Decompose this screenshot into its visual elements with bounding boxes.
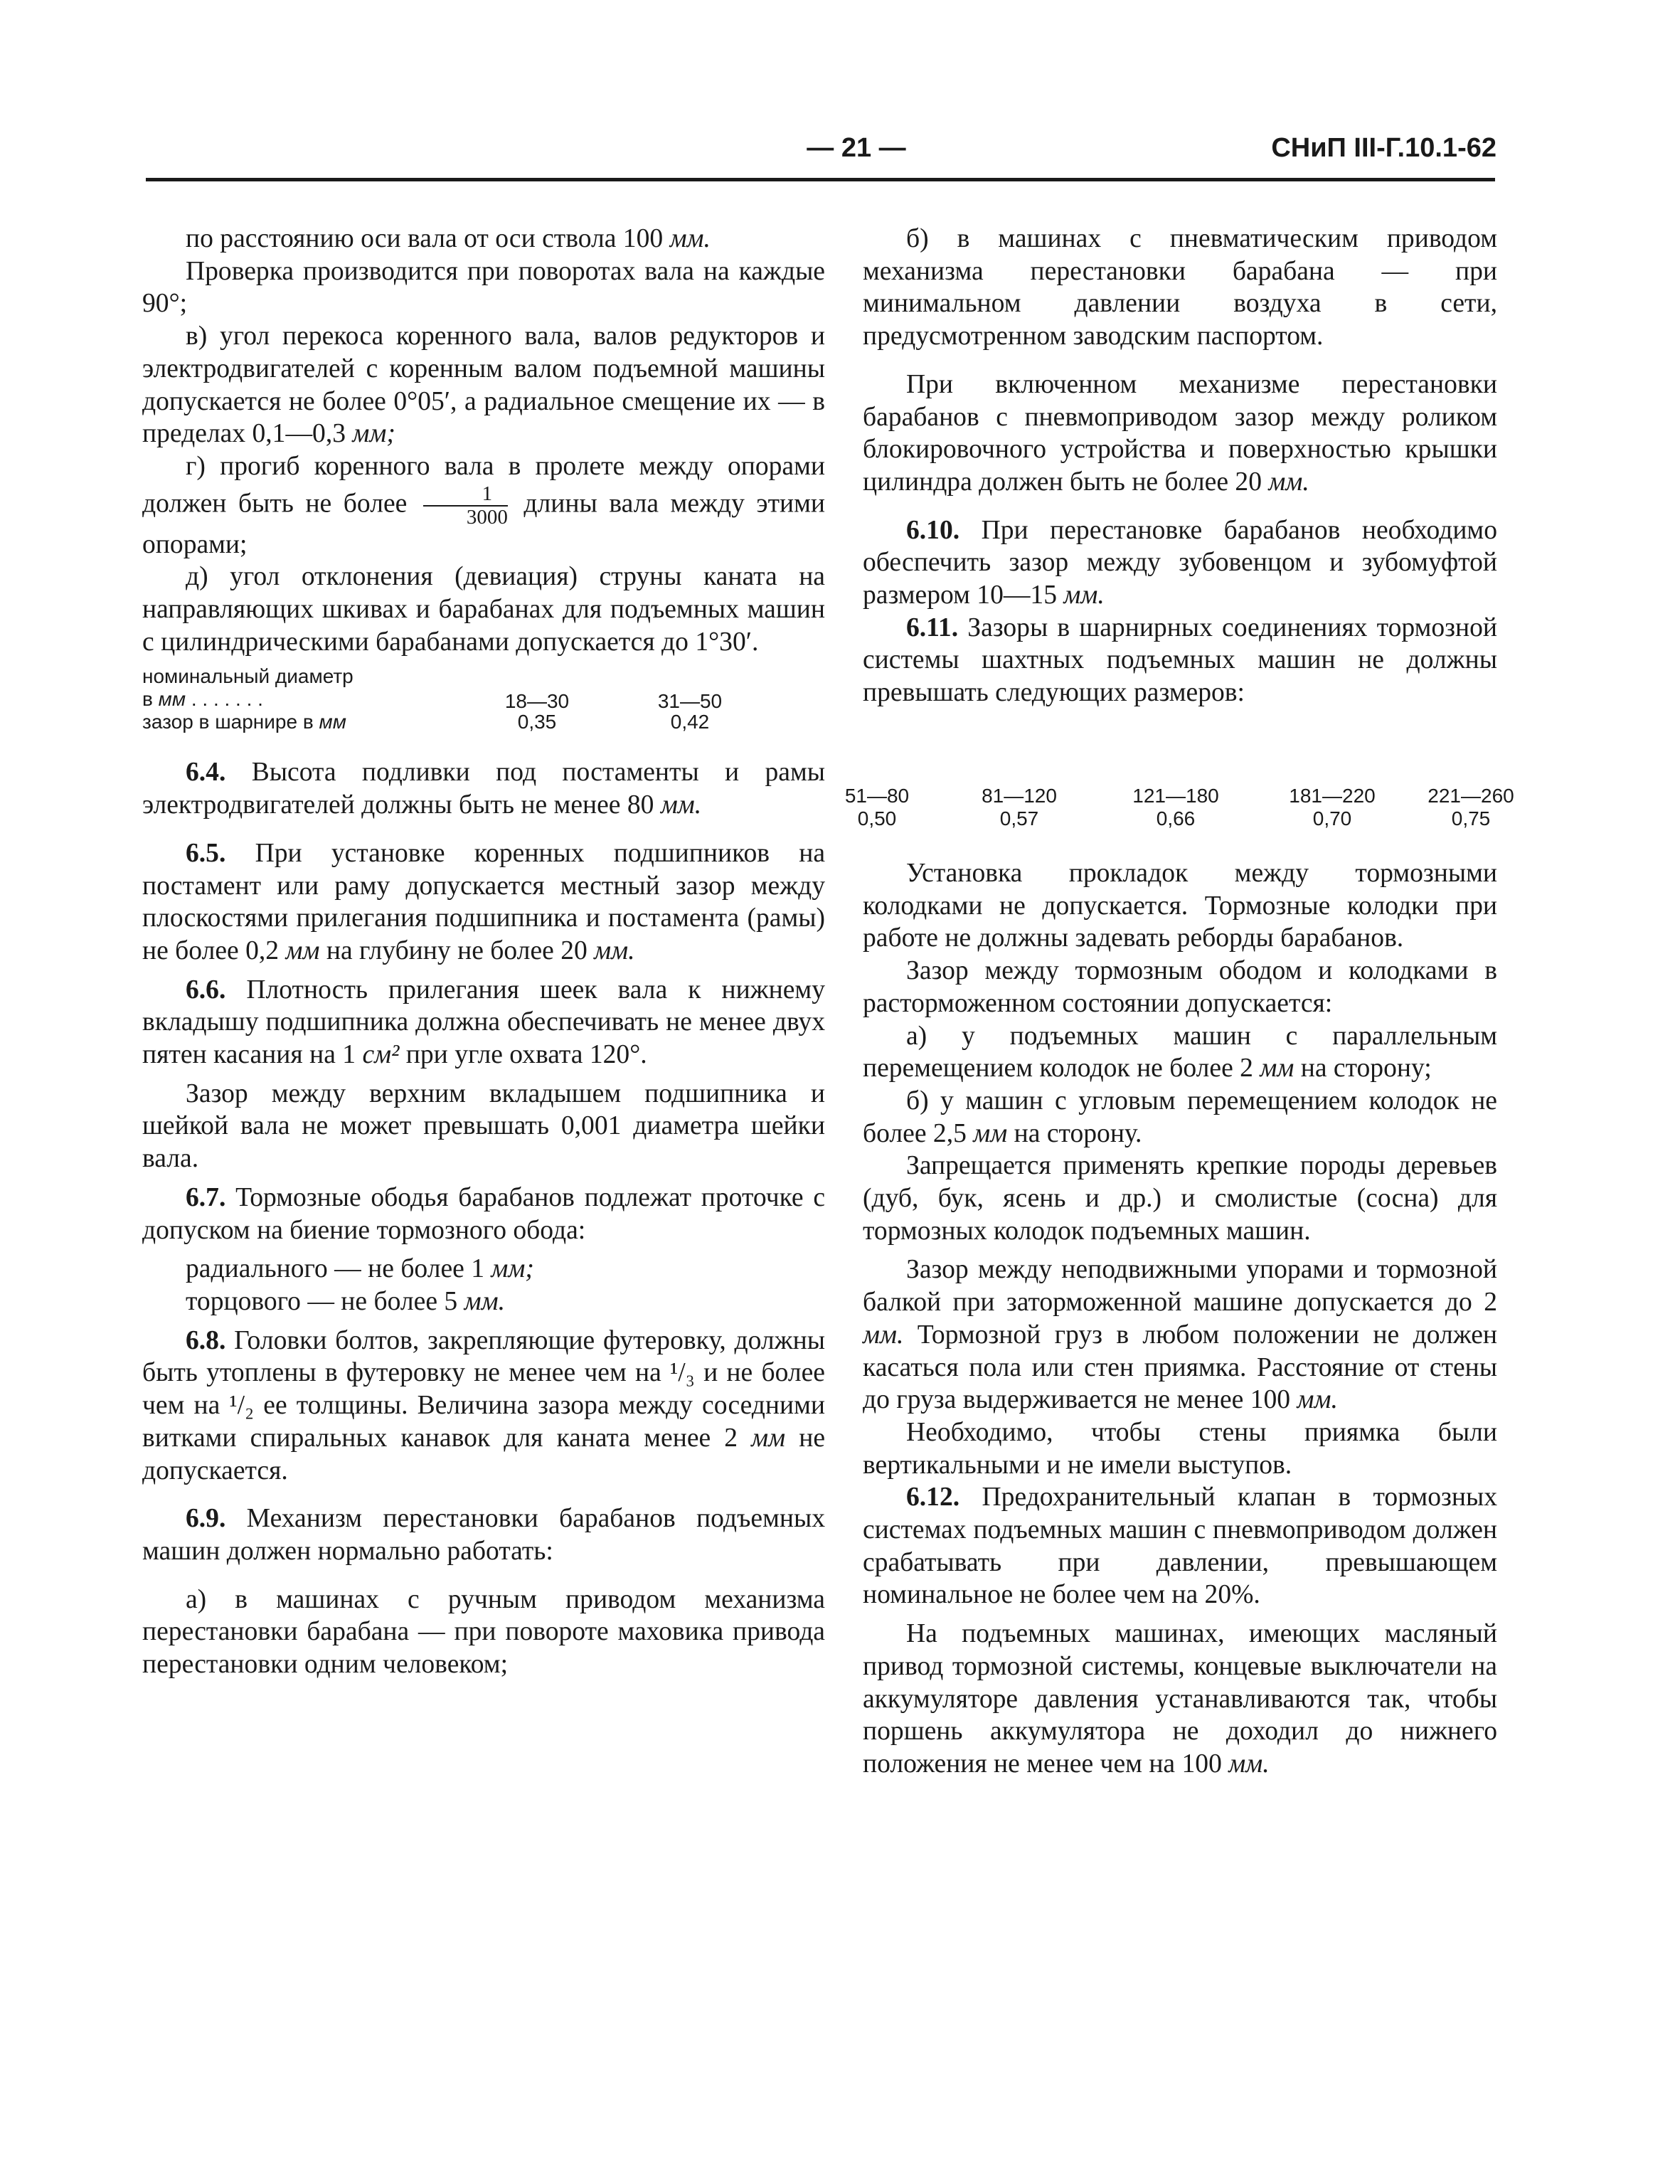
paragraph: б) в машинах с пневматическим приводом механизма перестановки барабана — при минимальном давлении воздуха в сети, предусмотренном заводским паспортом.	[863, 224, 1497, 351]
table-cell: 0,50	[857, 807, 897, 829]
table-cell: 81—120	[982, 785, 1057, 807]
document-code: СНиП III-Г.10.1-62	[1271, 133, 1496, 163]
paragraph: радиального — не более 1 мм;	[186, 1254, 534, 1284]
paragraph: г) прогиб коренного вала в пролете между опорами должен быть не более $\frac{1}{3000}$ длины вала между этими опорами;	[142, 451, 825, 559]
paragraph: б) у машин с угловым перемещением колодок не более 2,5 мм на сторону.	[863, 1086, 1497, 1148]
paragraph: Зазор между тормозным ободом и колодками в расторможенном состоянии допускается:	[863, 956, 1497, 1018]
table-cell: 18—30	[504, 690, 570, 713]
table-cell: 0,75	[1451, 807, 1491, 829]
paragraph: а) у подъемных машин с параллельным перемещением колодок не более 2 мм на сторону;	[863, 1021, 1497, 1083]
hinge-gap-table-left	[142, 665, 825, 733]
table-row-label: номинальный диаметр	[142, 665, 353, 688]
table-cell: 221—260	[1428, 785, 1514, 807]
left-column	[142, 223, 825, 1681]
paragraph: по расстоянию оси вала от оси ствола 100 мм.	[186, 224, 711, 253]
right-column	[863, 223, 1497, 709]
section-6-6: 6.6. Плотность прилегания шеек вала к нижнему вкладышу подшипника должна обеспечивать не менее двух пятен касания на 1 см² при угле охвата 120°.	[142, 975, 825, 1070]
section-6-12: 6.12. Предохранительный клапан в тормозных системах подъемных машин с пневмоприводом должен срабатывать при давлении, превышающем номинальное не более чем на 20%.	[863, 1483, 1497, 1610]
table-row-label: в мм . . . . . . .	[142, 688, 263, 711]
section-6-11: 6.11. Зазоры в шарнирных соединениях тормозной системы шахтных подъемных машин не должны превышать следующих размеров:	[863, 613, 1497, 708]
right-column-lower	[863, 857, 1497, 1781]
paragraph: Зазор между верхним вкладышем подшипника и шейкой вала не может превышать 0,001 диаметра шейки вала.	[142, 1078, 825, 1174]
table-cell: 0,57	[999, 807, 1039, 829]
paragraph: Проверка производится при поворотах вала на каждые 90°;	[142, 256, 825, 319]
paragraph: д) угол отклонения (девиация) струны каната на направляющих шкивах и барабанах для подъемных машин с цилиндрическими барабанами допускается до 1°30′.	[142, 562, 825, 657]
paragraph: Установка прокладок между тормозными колодками не допускается. Тормозные колодки при работе не должны задевать реборды барабанов.	[863, 859, 1497, 953]
header-rule	[146, 178, 1495, 181]
table-cell: 31—50	[657, 690, 723, 713]
section-6-10: 6.10. При перестановке барабанов необходимо обеспечить зазор между зубовенцом и зубомуфтой размером 10—15 мм.	[863, 515, 1497, 610]
table-row-label: зазор в шарнире в мм	[142, 711, 346, 733]
section-6-9: 6.9. Механизм перестановки барабанов подъемных машин должен нормально работать:	[142, 1504, 825, 1566]
page-number: — 21 —	[807, 133, 906, 163]
section-6-8: 6.8. Головки болтов, закрепляющие футеровку, должны быть утоплены в футеровку не менее чем на ¹/₃ и не более чем на ¹/₂ ее толщины. Величина зазора между соседними витками спиральных канавок для каната менее 2 мм не допускается.	[142, 1325, 825, 1485]
section-6-5: 6.5. При установке коренных подшипников на постамент или раму допускается местный зазор между плоскостями прилегания подшипника и постамента (рамы) не более 0,2 мм на глубину не более 20 мм.	[142, 838, 825, 965]
table-cell: 0,42	[670, 711, 710, 733]
table-cell: 0,66	[1156, 807, 1196, 829]
section-6-7: 6.7. Тормозные ободья барабанов подлежат проточке с допуском на биение тормозного обода:	[142, 1182, 825, 1245]
paragraph: торцового — не более 5 мм.	[186, 1286, 505, 1316]
table-cell: 0,35	[517, 711, 557, 733]
table-cell: 121—180	[1132, 785, 1219, 807]
paragraph: Запрещается применять крепкие породы деревьев (дуб, бук, ясень и др.) и смолистые (сосна) для тормозных колодок подъемных машин.	[863, 1151, 1497, 1246]
paragraph: При включенном механизме перестановки барабанов с пневмоприводом зазор между роликом блокировочного устройства и поверхностью крышки цилиндра должен быть не более 20 мм.	[863, 369, 1497, 497]
hinge-gap-table-right	[824, 785, 1521, 834]
table-cell: 181—220	[1289, 785, 1376, 807]
paragraph: Зазор между неподвижными упорами и тормозной балкой при заторможенной машине допускается до 2 мм. Тормозной груз в любом положении не должен касаться пола или стен приямка. Расстояние от стены до груза выдерживается не менее 100 мм.	[863, 1255, 1497, 1415]
paragraph: а) в машинах с ручным приводом механизма перестановки барабана — при повороте маховика привода перестановки одним человеком;	[142, 1584, 825, 1680]
paragraph: На подъемных машинах, имеющих масляный привод тормозной системы, концевые выключатели на аккумуляторе давления устанавливаются так, чтобы поршень аккумулятора не доходил до нижнего положения не менее чем на 100 мм.	[863, 1619, 1497, 1779]
fraction: $\frac{1}{3000}$	[423, 483, 508, 529]
paragraph: в) угол перекоса коренного вала, валов редукторов и электродвигателей с коренным валом подъемной машины допускается не более 0°05′, а радиальное смещение их — в пределах 0,1—0,3 мм;	[142, 322, 825, 449]
section-6-4: 6.4. Высота подливки под постаменты и рамы электродвигателей должны быть не менее 80 мм.	[142, 758, 825, 820]
table-cell: 0,70	[1312, 807, 1352, 829]
table-cell: 51—80	[844, 785, 910, 807]
paragraph: Необходимо, чтобы стены приямка были вертикальными и не имели выступов.	[863, 1417, 1497, 1480]
